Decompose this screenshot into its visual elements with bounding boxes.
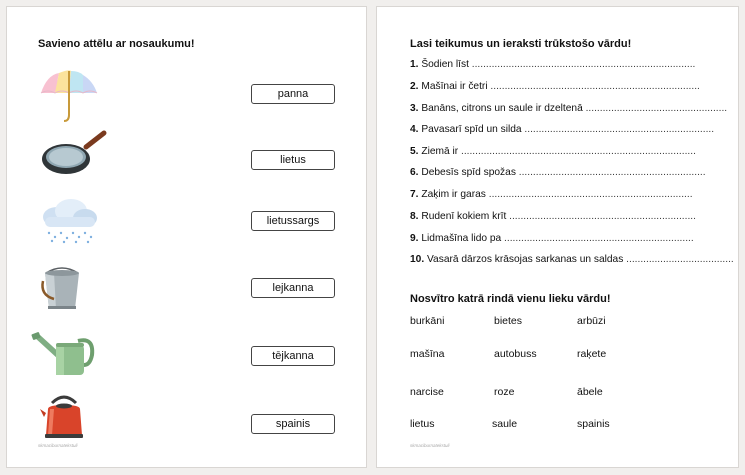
umbrella-icon bbox=[37, 67, 101, 127]
sentence-text: Zaķim ir garas bbox=[421, 189, 486, 200]
answer-blank[interactable]: .................................................. bbox=[585, 103, 728, 114]
sentence-9[interactable] bbox=[410, 233, 710, 244]
sentence-text: Rudenī kokiem krīt bbox=[421, 211, 507, 222]
sentence-text: Debesīs spīd spožas bbox=[421, 167, 516, 178]
word-option[interactable]: lietus bbox=[410, 418, 435, 430]
sentence-3[interactable] bbox=[410, 103, 728, 114]
page-title: Savieno attēlu ar nosaukumu! bbox=[38, 38, 195, 50]
answer-blank[interactable]: ...................................... bbox=[626, 254, 734, 265]
answer-blank[interactable]: .................................................................. bbox=[509, 211, 696, 222]
sentence-number: 2. bbox=[410, 81, 419, 92]
sentence-number: 6. bbox=[410, 167, 419, 178]
word-option[interactable]: arbūzi bbox=[577, 315, 606, 327]
sentence-text: Lidmašīna lido pa bbox=[421, 233, 502, 244]
answer-blank[interactable]: ................................................................................... bbox=[460, 146, 696, 157]
word-box-lejkanna[interactable]: lejkanna bbox=[251, 278, 335, 298]
sentence-text: Ziemā ir bbox=[421, 146, 459, 157]
answer-blank[interactable]: ............................................................................... bbox=[471, 59, 696, 70]
watermark: skmaciburnatekstuli bbox=[38, 443, 78, 448]
worksheet-page-right bbox=[376, 6, 739, 468]
answer-blank[interactable]: .................................................................. bbox=[518, 167, 706, 178]
sentence-6[interactable] bbox=[410, 167, 710, 178]
sentence-4[interactable] bbox=[410, 124, 715, 135]
sentence-number: 9. bbox=[410, 233, 419, 244]
bucket-icon bbox=[40, 265, 84, 313]
answer-blank[interactable]: ........................................................................ bbox=[488, 189, 693, 200]
sentence-number: 5. bbox=[410, 146, 419, 157]
sentence-10[interactable] bbox=[410, 254, 734, 265]
word-option[interactable]: mašīna bbox=[410, 348, 445, 360]
word-option[interactable]: autobuss bbox=[494, 348, 537, 360]
sentence-text: Pavasarī spīd un silda bbox=[421, 124, 522, 135]
sentence-number: 7. bbox=[410, 189, 419, 200]
word-box-lietussargs[interactable]: lietussargs bbox=[251, 211, 335, 231]
answer-blank[interactable]: ................................................................... bbox=[524, 124, 715, 135]
word-option[interactable]: bietes bbox=[494, 315, 523, 327]
word-option[interactable]: spainis bbox=[577, 418, 610, 430]
word-box-lietus[interactable]: lietus bbox=[251, 150, 335, 170]
frying-pan-icon bbox=[40, 129, 110, 179]
sentence-text: Mašīnai ir četri bbox=[421, 81, 488, 92]
word-option[interactable]: narcise bbox=[410, 386, 444, 398]
worksheet-page-left bbox=[6, 6, 367, 468]
kettle-icon bbox=[40, 391, 88, 441]
word-option[interactable]: raķete bbox=[577, 348, 607, 360]
sentence-number: 1. bbox=[410, 59, 419, 70]
sentence-number: 4. bbox=[410, 124, 419, 135]
word-option[interactable]: roze bbox=[494, 386, 515, 398]
word-option[interactable]: burkāni bbox=[410, 315, 445, 327]
word-box-tejkanna[interactable]: tējkanna bbox=[251, 346, 335, 366]
sentence-8[interactable] bbox=[410, 211, 710, 222]
watermark: skmaciburnatekstuli bbox=[410, 443, 450, 448]
sentence-5[interactable] bbox=[410, 146, 710, 157]
sentence-number: 10. bbox=[410, 254, 425, 265]
sentence-1[interactable] bbox=[410, 59, 710, 70]
sentence-2[interactable] bbox=[410, 81, 710, 92]
word-option[interactable]: saule bbox=[492, 418, 518, 430]
word-box-panna[interactable]: panna bbox=[251, 84, 335, 104]
word-option[interactable]: ābele bbox=[577, 386, 603, 398]
watering-can-icon bbox=[32, 329, 98, 379]
sentence-text: Banāns, citrons un saule ir dzeltenā bbox=[421, 103, 583, 114]
word-box-spainis[interactable]: spainis bbox=[251, 414, 335, 434]
sentence-number: 8. bbox=[410, 211, 419, 222]
answer-blank[interactable]: .......................................................................... bbox=[490, 81, 700, 92]
sentence-7[interactable] bbox=[410, 189, 710, 200]
page-title: Lasi teikumus un ieraksti trūkstošo vārdu! bbox=[410, 38, 632, 50]
section-subtitle: Nosvītro katrā rindā vienu lieku vārdu! bbox=[410, 293, 611, 305]
sentence-number: 3. bbox=[410, 103, 419, 114]
answer-blank[interactable]: ................................................................... bbox=[504, 233, 694, 244]
sentence-text: Vasarā dārzos krāsojas sarkanas un saldas bbox=[427, 254, 624, 265]
rain-cloud-icon bbox=[39, 197, 101, 245]
sentence-text: Šodien līst bbox=[421, 59, 469, 70]
